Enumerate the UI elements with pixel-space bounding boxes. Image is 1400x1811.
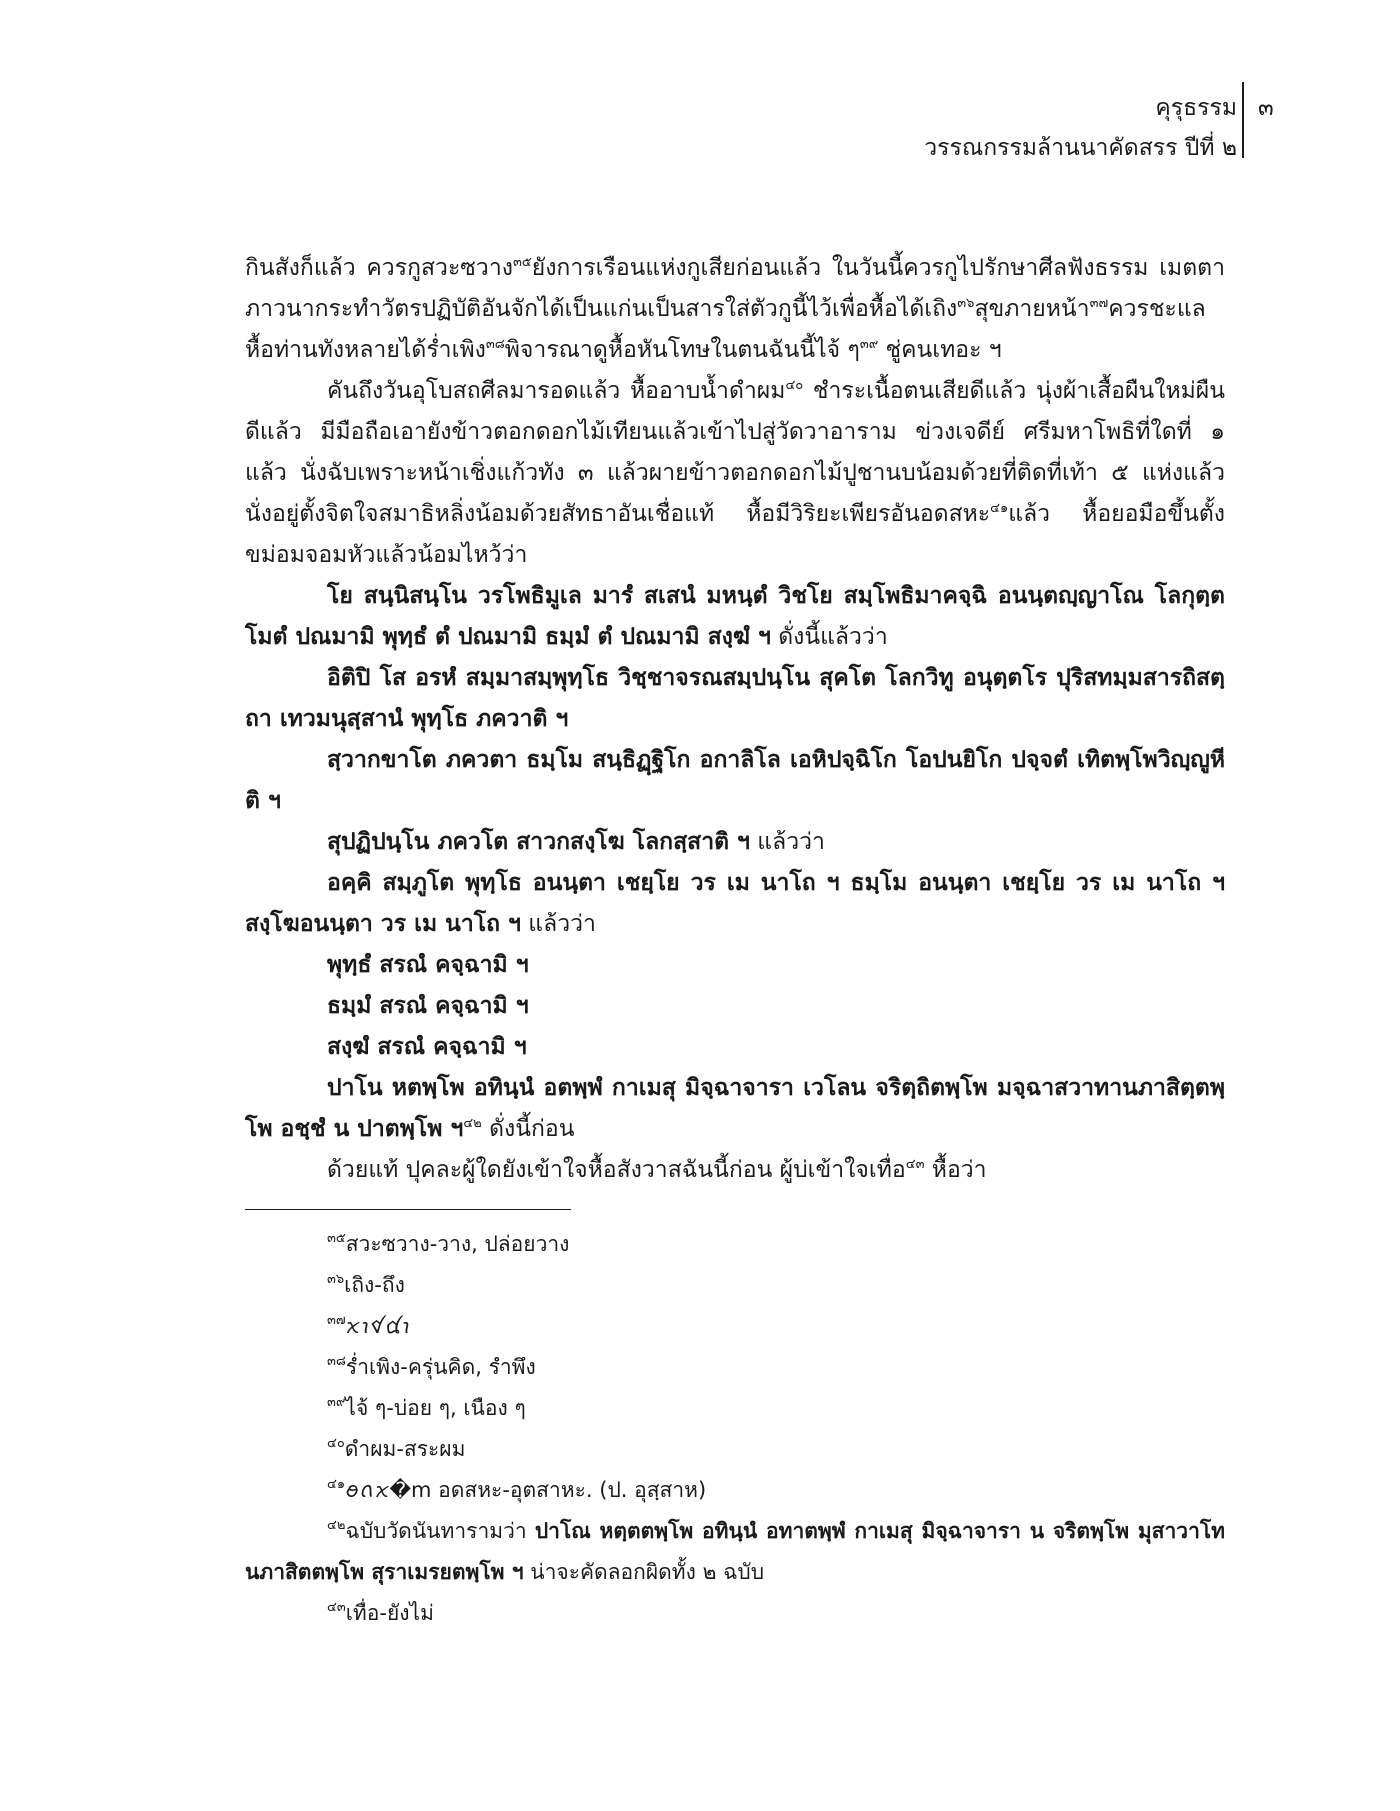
text-run: ยังการเรือนแห่งกูเสียก่อนแล้ว ในวันนี้ควรกูไปรักษาศีลฟังธรรม เมตตาภาวนากระทำวัตรปฏิบัติอันจักได้เป็นแก่นเป็นสารใส่ตัวกูนี้ไว้เพื่อหื้อได้เถิง — [245, 255, 1226, 322]
pali-text: สุปฏิปนฺโน ภควโต สาวกสงฺโฆ โลกสฺสาติ ฯ — [327, 829, 750, 855]
pali-text: อคฺคิ สมฺภูโต พุทฺโธ อนนฺตา เชยฺโย วร เม นาโถ ฯ ธมฺโม อนนฺตา เชยฺโย วร เม นาโถ ฯ สงฺโฆอนนฺตา วร เม นาโถ ฯ — [245, 870, 1225, 937]
paragraph-3 — [245, 1150, 1225, 1191]
footnote-text: น่าจะคัดลอกผิดทั้ง ๒ ฉบับ — [523, 1560, 765, 1584]
pali-verse-2: อิติปิ โส อรหํ สมฺมาสมฺพุทฺโธ วิชฺชาจรณสมฺปนฺโน สุคโต โลกวิทู อนุตฺตโร ปุริสทมฺมสารถิสตฺถา เทวมนุสฺสานํ พุทฺโธ ภควาติ ฯ — [245, 665, 1225, 732]
footnote-text: ร่ำเพิง-ครุ่นคิด, รำพึง — [345, 1355, 536, 1379]
header-subtitle: วรรณกรรมล้านนาคัดสรร ปีที่ ๒ — [924, 135, 1237, 161]
footnote-41 — [245, 1470, 1225, 1511]
footnote-42 — [245, 1511, 1225, 1593]
footnote-number: ๔๐ — [327, 1436, 345, 1451]
text-run: สุขภายหน้า — [974, 296, 1090, 322]
header-title: คุรุธรรม — [1155, 95, 1237, 121]
text-run: ดั่งนี้ก่อน — [481, 1116, 575, 1142]
text-run: ชำระเนื้อตนเสียดีแล้ว นุ่งผ้าเสื้อผืนใหม่ผืนดีแล้ว มีมือถือเอายังข้าวตอกดอกไม้เทียนแล้วเข้าไปสู่วัดวาอาราม ข่วงเจดีย์ ศรีมหาโพธิที่ใดที่ ๑ แล้ว นั่งฉับเพราะหน้าเชิ่งแก้วทัง ๓ แล้วผายข้าวตอกดอกไม้ปูชานบน้อมด้วยที่ติดที่เท้า ๕ แห่งแล้ว นั่งอยู่ตั้งจิตใจสมาธิหลิ่งน้อมด้วยสัทธาอันเชื่อแท้ หื้อมีวิริยะเพียรอันอดสหะ — [245, 378, 1225, 527]
refuge-sangha: สงฺฆํ สรณํ คจฺฉามิ ฯ — [327, 1034, 527, 1060]
pali-text: โย สนฺนิสนฺโน วรโพธิมูเล มารํ สเสนํ มหนฺตํ วิชโย สมฺโพธิมาคจฺฉิ อนนฺตญฺญาโณ โลกุตฺตโมตํ ปณมามิ พุทฺธํ ตํ ปณมามิ ธมฺมํ ตํ ปณมามิ สงฺฆํ ฯ — [245, 583, 1225, 650]
body-text — [245, 248, 1225, 1191]
footnote-43 — [245, 1593, 1225, 1634]
footnote-35 — [245, 1224, 1225, 1265]
footnote-ref-42[interactable]: ๔๒ — [463, 1116, 482, 1131]
refuge-buddha: พุทฺธํ สรณํ คจฺฉามิ ฯ — [327, 952, 529, 978]
footnotes — [245, 1224, 1225, 1634]
footnote-ref-35[interactable]: ๓๕ — [512, 255, 532, 270]
footnote-37 — [245, 1306, 1225, 1347]
footnote-ref-40[interactable]: ๔๐ — [785, 378, 804, 393]
pali-verse-1 — [245, 576, 1225, 658]
refuge-dhamma: ธมฺมํ สรณํ คจฺฉามิ ฯ — [327, 993, 529, 1019]
text-run: แล้วว่า — [749, 829, 825, 855]
footnote-ref-39[interactable]: ๓๙ — [859, 337, 879, 352]
paragraph-2 — [245, 371, 1225, 576]
page-number: ๓ — [1258, 95, 1274, 121]
footnote-40 — [245, 1429, 1225, 1470]
text-run: แล้ว หื้อยอมือขึ้นตั้งขม่อมจอมหัวแล้วน้อมไหว้ว่า — [245, 501, 1226, 568]
text-run: แล้วว่า — [520, 911, 596, 937]
pali-text: ปาโน หตพฺโพ อทินฺนํ อตพฺพํ กาเมสุ มิจฺฉาจารา เวโลน จริตฺถิตพฺโพ มจฺฉาสวาทานภาสิตฺตพฺโพ อชฺชํ น ปาตพฺโพ ฯ — [245, 1075, 1225, 1142]
footnote-text: เทื่อ-ยังไม่ — [345, 1601, 434, 1625]
footnote-36 — [245, 1265, 1225, 1306]
footnote-text: ไจ้ ๆ-บ่อย ๆ, เนือง ๆ — [345, 1396, 526, 1420]
footnote-number: ๔๒ — [327, 1518, 346, 1533]
text-run: ชู่คนเทอะ ฯ — [878, 337, 1002, 363]
footnote-ref-41[interactable]: ๔๑ — [990, 501, 1009, 516]
footnote-pali-variant: ปาโณ หตฺตตพฺโพ อทินฺนํ อทาตพฺพํ กาเมสุ มิจฺฉาจารา น จริตพฺโพ มุสาวาโท นภาสิตตพฺโพ สุราเมรยตพฺโพ ฯ — [245, 1519, 1225, 1584]
pali-verse-3: สฺวากขาโต ภควตา ธมฺโม สนฺธิฏฺฐิโก อกาลิโล เอหิปจฺฉิโก โอปนยิโก ปจฺจตํ เทิตพฺโพวิญฺญูหีติ ฯ — [245, 747, 1225, 814]
footnote-number: ๓๖ — [327, 1272, 345, 1287]
footnote-ref-43[interactable]: ๔๓ — [905, 1157, 925, 1172]
footnote-ref-36[interactable]: ๓๖ — [957, 296, 975, 311]
pali-precepts — [245, 1068, 1225, 1150]
pali-verse-5 — [245, 863, 1225, 945]
footnote-ref-38[interactable]: ๓๘ — [485, 337, 505, 352]
footnote-text: สวะซวาง-วาง, ปล่อยวาง — [345, 1232, 570, 1256]
footnote-ref-37[interactable]: ๓๗ — [1089, 296, 1109, 311]
header-divider — [1242, 82, 1244, 158]
text-run: พิจารณาดูหื้อหันโทษในตนฉันนี้ไจ้ ๆ — [504, 337, 860, 363]
footnote-number: ๓๘ — [327, 1354, 346, 1369]
footnote-38 — [245, 1347, 1225, 1388]
paragraph-1 — [245, 248, 1225, 371]
text-run: กินสังก็แล้ว ควรกูสวะซวาง — [245, 255, 513, 281]
footnote-number: ๔๓ — [327, 1600, 346, 1615]
footnote-text: เถิง-ถึง — [344, 1273, 405, 1297]
footnote-number: ๔๑ — [327, 1477, 346, 1492]
footnote-number: ๓๕ — [327, 1231, 346, 1246]
footnote-number: ๓๙ — [327, 1395, 346, 1410]
footnote-number: ๓๗ — [327, 1313, 346, 1328]
text-run: ดั่งนี้แล้วว่า — [770, 624, 888, 650]
pali-verse-4 — [245, 822, 1225, 863]
footnote-39 — [245, 1388, 1225, 1429]
text-run: หื้อว่า — [924, 1157, 987, 1183]
running-header — [924, 88, 1237, 168]
text-run: คันถึงวันอุโบสถศีลมารอดแล้ว หื้ออาบน้ำดำผม — [327, 378, 786, 404]
text-run: ด้วยแท้ ปุคละผู้ใดยังเข้าใจหื้อสังวาสฉันนี้ก่อน ผู้บ่เข้าใจเทื่อ — [327, 1157, 906, 1183]
footnote-text: ꪎꪱꪥꪠꪱ — [345, 1314, 411, 1338]
footnote-divider — [245, 1209, 571, 1210]
footnote-text: ฉบับวัดนันทารามว่า — [345, 1519, 535, 1543]
footnote-text: ꪮꪒꪎ�m อดสหะ-อุตสาหะ. (ป. อุสฺสาห) — [345, 1478, 707, 1502]
footnote-text: ดำผม-สระผม — [344, 1437, 466, 1461]
text-run: ควรชะแล หื้อท่านทังหลายได้ร่ำเพิง — [245, 296, 1206, 363]
